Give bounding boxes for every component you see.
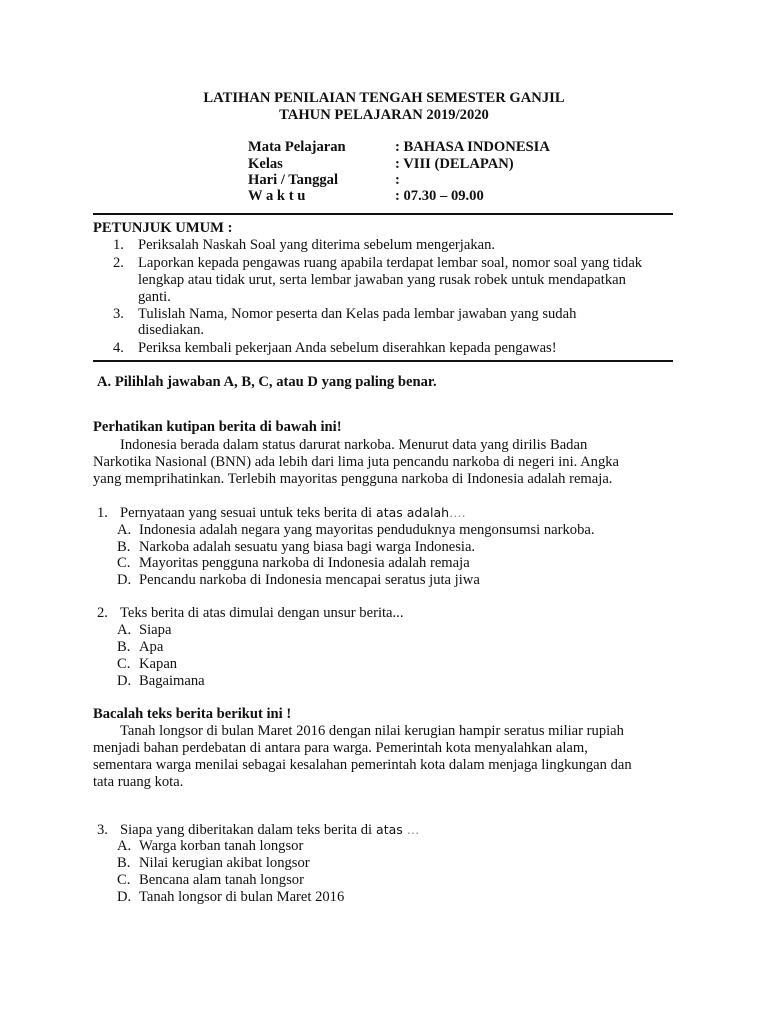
question-text-tail: atas adalah — [372, 505, 450, 520]
option-text: Narkoba adalah sesuatu yang biasa bagi warga Indonesia. — [139, 539, 476, 555]
question-text-main: Siapa yang diberitakan dalam teks berita di — [120, 822, 373, 838]
instruction-number: 4. — [113, 340, 124, 356]
question-number: 1. — [97, 505, 108, 521]
instruction-text-line-1: Tulislah Nama, Nomor peserta dan Kelas pada lembar jawaban yang sudah — [138, 306, 577, 322]
instruction-text-line-2: disediakan. — [138, 322, 205, 338]
question-ellipsis: … — [406, 822, 420, 837]
instructions-heading: PETUNJUK UMUM : — [93, 220, 233, 236]
passage-1-line-3: yang memprihatinkan. Terlebih mayoritas pengguna narkoba di Indonesia adalah remaja. — [93, 471, 613, 487]
option-text: Indonesia adalah negara yang mayoritas penduduknya mengonsumsi narkoba. — [139, 522, 595, 538]
question-ellipsis: …. — [449, 505, 466, 520]
question-text-tail: atas — [372, 822, 407, 837]
info-label-subject: Mata Pelajaran — [248, 139, 346, 155]
option-letter: C. — [117, 656, 131, 672]
instruction-text-line-2: lengkap atau tidak urut, serta lembar jawaban yang rusak robek untuk mendapatkan — [138, 272, 626, 288]
info-value-date: : — [395, 172, 400, 188]
instruction-number: 2. — [113, 255, 124, 271]
option-text: Nilai kerugian akibat longsor — [139, 855, 310, 871]
passage-2-line-1: Tanah longsor di bulan Maret 2016 dengan nilai kerugian hampir seratus miliar rupiah — [120, 723, 624, 739]
passage-2-heading: Bacalah teks berita berikut ini ! — [93, 706, 292, 722]
divider-top — [93, 213, 673, 215]
instruction-number: 3. — [113, 306, 124, 322]
option-letter: A. — [117, 522, 132, 538]
info-label-class: Kelas — [248, 156, 283, 172]
passage-1-line-2: Narkotika Nasional (BNN) ada lebih dari lima juta pencandu narkoba di negeri ini. Angka — [93, 454, 620, 470]
option-text: Siapa — [139, 622, 172, 638]
option-text: Pencandu narkoba di Indonesia mencapai seratus juta jiwa — [139, 572, 480, 588]
option-text: Warga korban tanah longsor — [139, 838, 304, 854]
question-text — [120, 822, 680, 839]
info-label-time: W a k t u — [248, 188, 306, 204]
instruction-text-line-1: Laporkan kepada pengawas ruang apabila terdapat lembar soal, nomor soal yang tidak — [138, 255, 643, 271]
option-letter: A. — [117, 622, 132, 638]
option-text: Apa — [139, 639, 164, 655]
question-text — [120, 505, 680, 522]
option-letter: C. — [117, 555, 131, 571]
section-a-heading: A. Pilihlah jawaban A, B, C, atau D yang paling benar. — [97, 374, 437, 390]
option-letter: C. — [117, 872, 131, 888]
option-letter: D. — [117, 572, 132, 588]
instruction-number: 1. — [113, 237, 124, 253]
passage-2-line-3: sementara warga menilai sebagai kesalahan pemerintah kota dalam menjaga lingkungan dan — [93, 757, 632, 773]
info-label-date: Hari / Tanggal — [248, 172, 339, 188]
option-text: Bagaimana — [139, 673, 205, 689]
question-number: 2. — [97, 605, 108, 621]
title-line-1: LATIHAN PENILAIAN TENGAH SEMESTER GANJIL — [203, 90, 565, 106]
info-value-time: : 07.30 – 09.00 — [395, 188, 484, 204]
passage-1-line-1: Indonesia berada dalam status darurat narkoba. Menurut data yang dirilis Badan — [120, 437, 588, 453]
instruction-text: Periksalah Naskah Soal yang diterima sebelum mengerjakan. — [138, 237, 496, 253]
instruction-text-line-3: ganti. — [138, 289, 171, 305]
option-letter: B. — [117, 855, 131, 871]
option-letter: D. — [117, 889, 132, 905]
option-text: Tanah longsor di bulan Maret 2016 — [139, 889, 345, 905]
option-letter: B. — [117, 539, 131, 555]
instruction-text: Periksa kembali pekerjaan Anda sebelum diserahkan kepada pengawas! — [138, 340, 557, 356]
title-line-2: TAHUN PELAJARAN 2019/2020 — [279, 107, 489, 123]
option-letter: B. — [117, 639, 131, 655]
question-text: Teks berita di atas dimulai dengan unsur berita... — [120, 605, 404, 621]
passage-2-line-2: menjadi bahan perdebatan di antara para warga. Pemerintah kota menyalahkan alam, — [93, 740, 588, 756]
option-letter: D. — [117, 673, 132, 689]
question-number: 3. — [97, 822, 108, 838]
passage-2-line-4: tata ruang kota. — [93, 774, 184, 790]
option-letter: A. — [117, 838, 132, 854]
passage-1-heading: Perhatikan kutipan berita di bawah ini! — [93, 419, 342, 435]
divider-bottom — [93, 360, 673, 362]
info-value-class: : VIII (DELAPAN) — [395, 156, 514, 172]
option-text: Kapan — [139, 656, 178, 672]
question-text-main: Pernyataan yang sesuai untuk teks berita di — [120, 505, 373, 521]
option-text: Mayoritas pengguna narkoba di Indonesia adalah remaja — [139, 555, 470, 571]
info-value-subject: : BAHASA INDONESIA — [395, 139, 550, 155]
option-text: Bencana alam tanah longsor — [139, 872, 304, 888]
